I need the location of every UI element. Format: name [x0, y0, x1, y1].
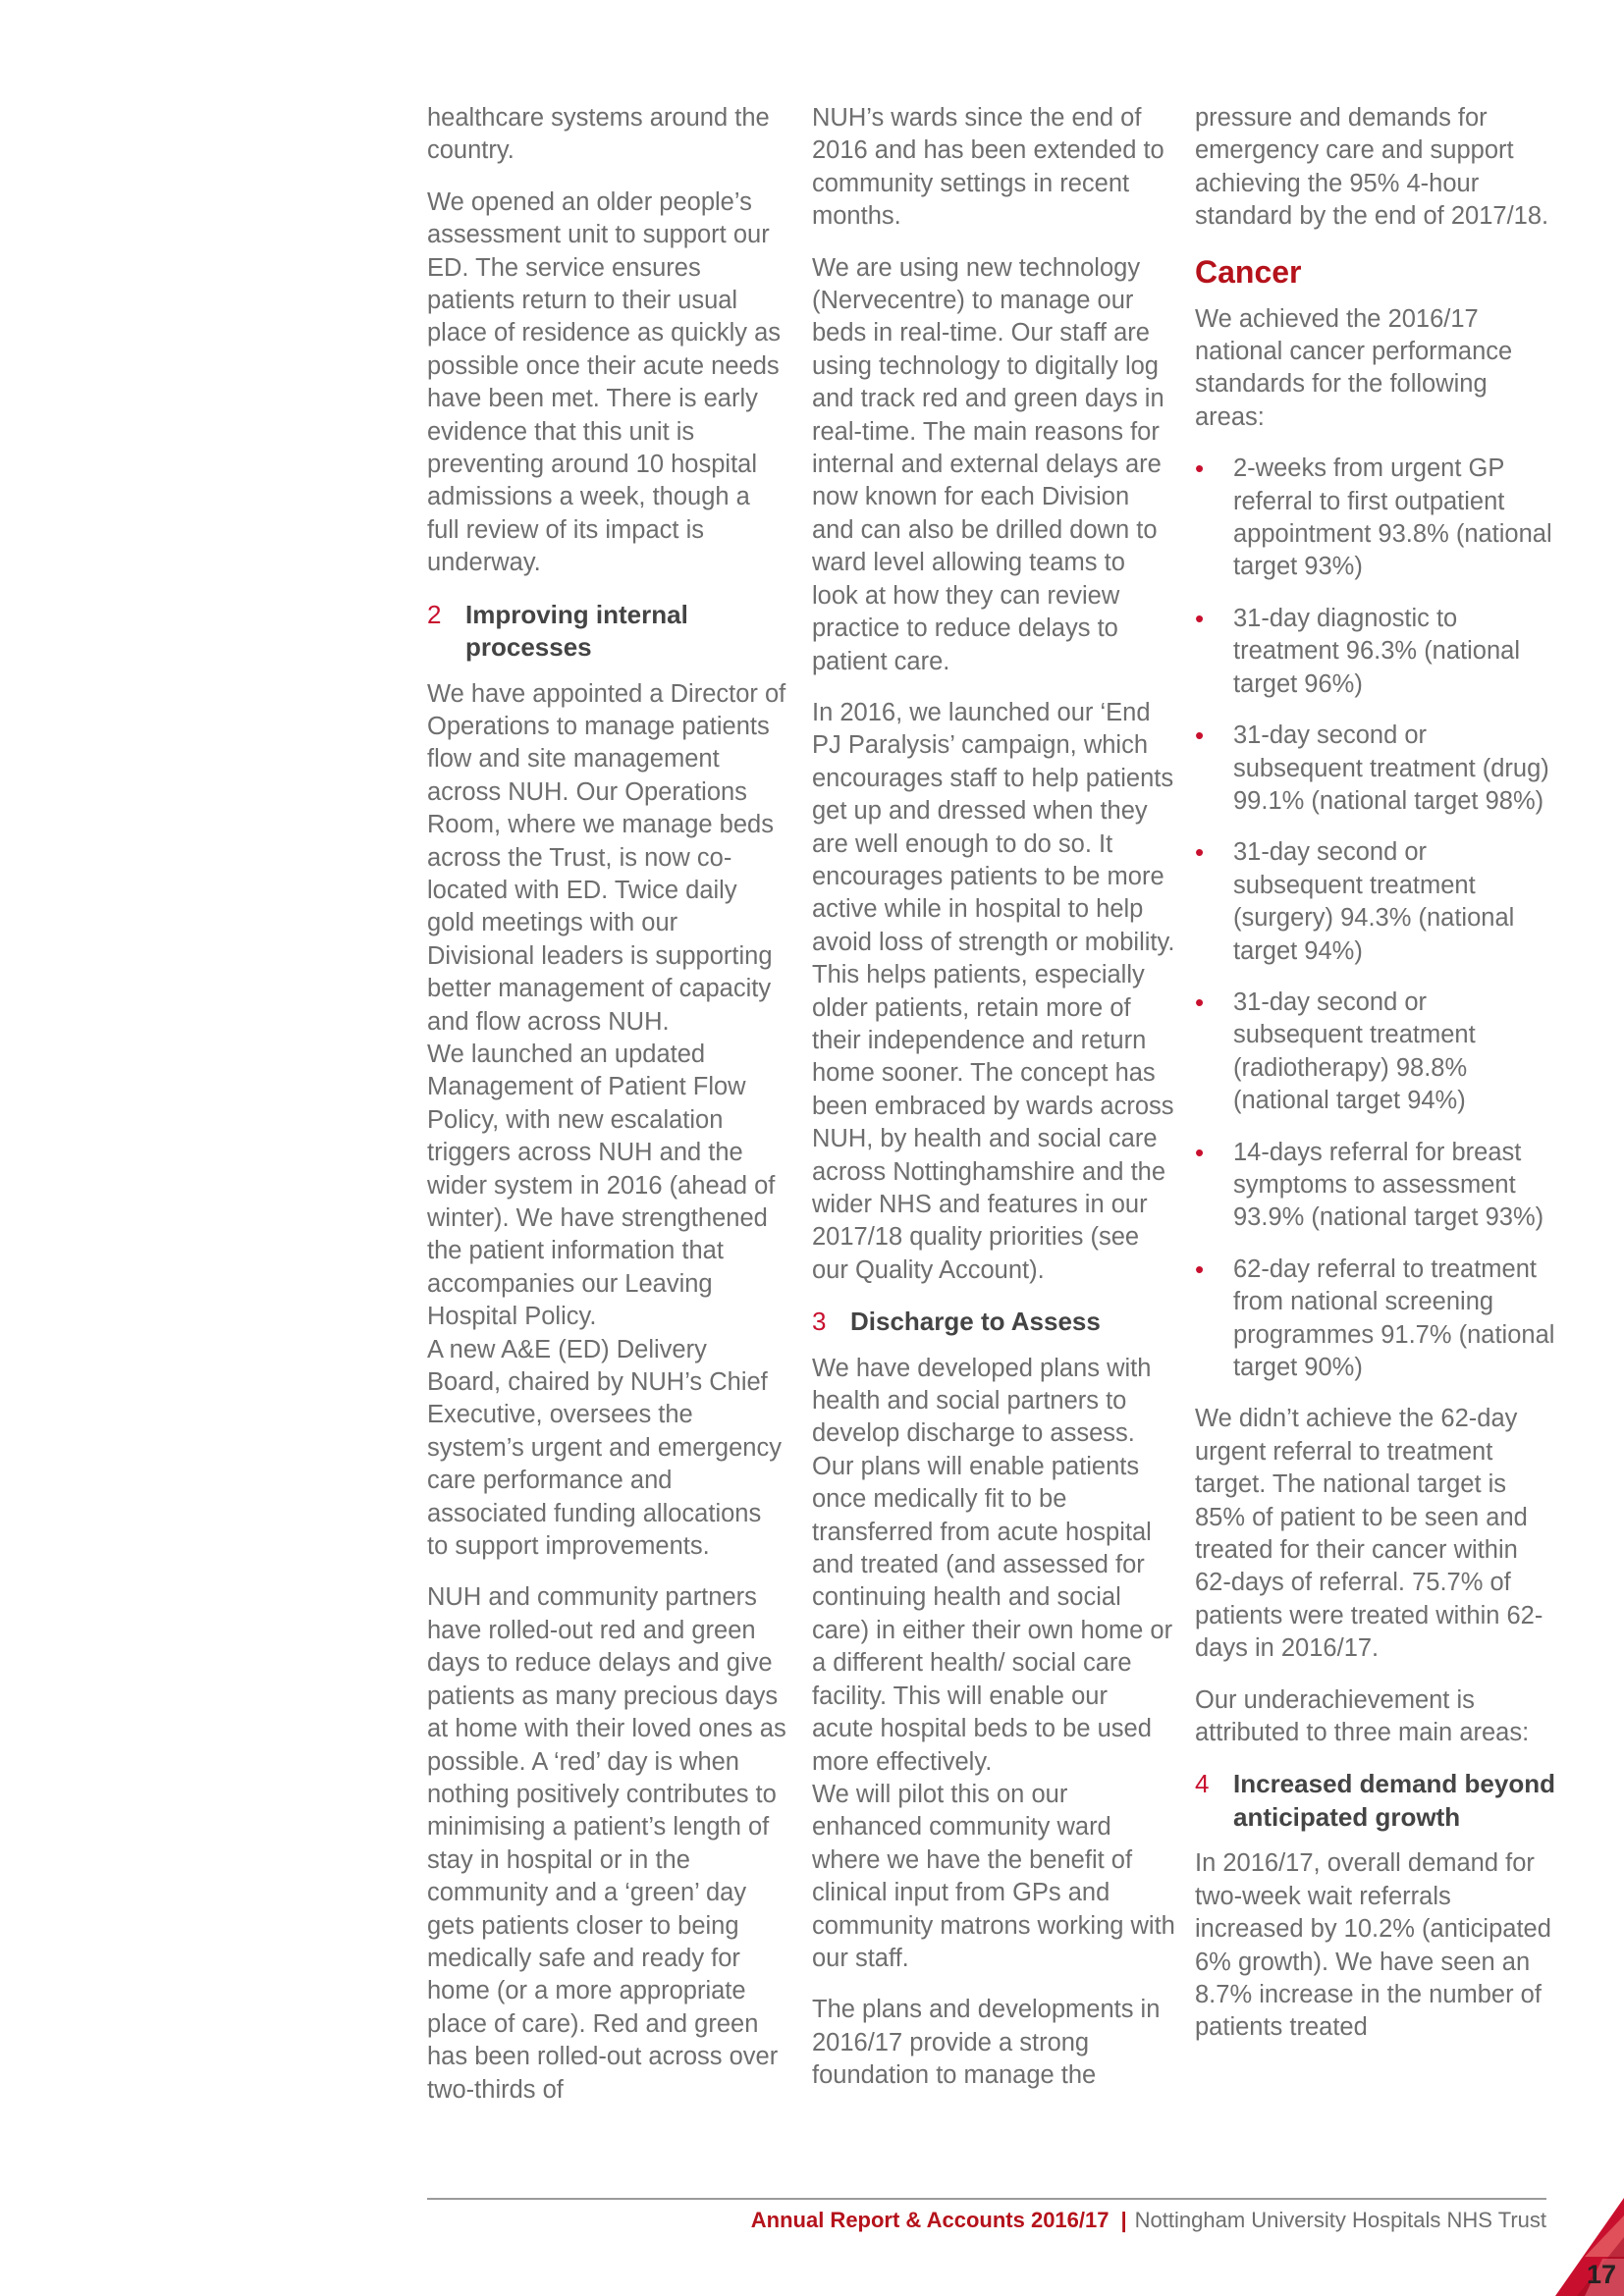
list-item: [1195, 720, 1558, 818]
paragraph: The plans and developments in 2016/17 provide a strong foundation to manage the: [812, 1996, 1161, 2090]
paragraph: A new A&E (ED) Delivery Board, chaired by NUH’s Chief Executive, oversees the system’s urgent and emergency care performance and associated funding allocations to support improvements.: [427, 1335, 782, 1561]
footer-separator: |: [1120, 2208, 1127, 2232]
list-item: [1195, 603, 1558, 701]
list-item: [1195, 836, 1558, 968]
paragraph: Our underachievement is attributed to three main areas:: [1195, 1685, 1530, 1747]
footer-rule: [427, 2198, 1546, 2200]
heading-number: 3: [812, 1307, 827, 1337]
list-item-text: 2-weeks from urgent GP referral to first outpatient appointment 93.8% (national target 93%): [1233, 454, 1552, 581]
bullet-icon: •: [1195, 603, 1205, 633]
column-2: [812, 102, 1175, 2111]
paragraph: pressure and demands for emergency care and support achieving the 95% 4-hour standard by the end of 2017/18.: [1195, 104, 1549, 231]
heading-text: Discharge to Assess: [850, 1307, 1101, 1337]
paragraph: NUH’s wards since the end of 2016 and has been extended to community settings in recent months.: [812, 104, 1164, 231]
column-1: [427, 102, 786, 2125]
list-item-text: 31-day second or subsequent treatment (drug) 99.1% (national target 98%): [1233, 721, 1549, 815]
bullet-icon: •: [1195, 454, 1205, 484]
page-number: 17: [1586, 2260, 1616, 2289]
paragraph: In 2016/17, overall demand for two-week wait referrals increased by 10.2% (anticipated 6% growth). We have seen an 8.7% increase in the number of patients treated: [1195, 1849, 1551, 2042]
paragraph: We didn’t achieve the 62-day urgent referral to treatment target. The national target is 85% of patient to be seen and treated for their cancer within 62-days of referral. 75.7% of patients were treated within 62-days in 2016/17.: [1195, 1405, 1543, 1663]
bullet-icon: •: [1195, 1254, 1205, 1284]
cancer-standards-list: [1195, 453, 1558, 1384]
list-item: [1195, 987, 1558, 1118]
paragraph: NUH and community partners have rolled-out red and green days to reduce delays and give patients as many precious days at home with their loved ones as possible. A ‘red’ day is when nothing positively contributes to minimising a patient’s length of stay in hospital or in the community and a ‘green’ day gets patients closer to being medically safe and ready for home (or a more appropriate place of care). Red and green has been rolled-out across over two-thirds of: [427, 1583, 786, 2104]
paragraph: healthcare systems around the country.: [427, 104, 770, 165]
list-item-text: 31-day diagnostic to treatment 96.3% (national target 96%): [1233, 604, 1521, 698]
bullet-icon: •: [1195, 1137, 1205, 1167]
paragraph: We achieved the 2016/17 national cancer performance standards for the following areas:: [1195, 304, 1513, 431]
heading-text: Increased demand beyond anticipated growth: [1233, 1769, 1555, 1832]
numbered-heading: [812, 1306, 1175, 1338]
section-heading-cancer: Cancer: [1195, 253, 1302, 290]
heading-text: Improving internal processes: [465, 599, 688, 663]
paragraph: We are using new technology (Nervecentre) to manage our beds in real-time. Our staff are using technology to digitally log and track red and green days in real-time. The main reasons for internal and external delays are now known for each Division and can also be drilled down to ward level allowing teams to look at how they can review practice to reduce delays to patient care.: [812, 253, 1164, 675]
heading-number: 2: [427, 599, 442, 629]
paragraph: We will pilot this on our enhanced community ward where we have the benefit of clinical input from GPs and community matrons working with our staff.: [812, 1780, 1175, 1972]
paragraph: We launched an updated Management of Patient Flow Policy, with new escalation triggers across NUH and the wider system in 2016 (ahead of winter). We have strengthened the patient information that accompanies our Leaving Hospital Policy.: [427, 1040, 776, 1331]
list-item-text: 62-day referral to treatment from national screening programmes 91.7% (national target 90%): [1233, 1255, 1555, 1381]
bullet-icon: •: [1195, 837, 1205, 868]
bullet-icon: •: [1195, 987, 1205, 1017]
footer: [751, 2206, 1546, 2235]
report-title: Annual Report & Accounts 2016/17: [750, 2208, 1110, 2232]
list-item-text: 31-day second or subsequent treatment (radiotherapy) 98.8% (national target 94%): [1233, 988, 1476, 1115]
column-3: [1195, 102, 1558, 2063]
paragraph: We have developed plans with health and social partners to develop discharge to assess. Our plans will enable patients once medically fit to be transferred from acute hospital and treated (and assessed for continuing health and social care) in either their own home or a different health/ social care facility. This will enable our acute hospital beds to be used more effectively.: [812, 1354, 1173, 1776]
organisation-name: Nottingham University Hospitals NHS Trust: [1134, 2208, 1546, 2232]
list-item: [1195, 453, 1558, 584]
list-item-text: 31-day second or subsequent treatment (surgery) 94.3% (national target 94%): [1233, 838, 1515, 965]
numbered-heading: [427, 599, 786, 665]
bullet-icon: •: [1195, 721, 1205, 751]
list-item: [1195, 1254, 1558, 1385]
paragraph: In 2016, we launched our ‘End PJ Paralysis’ campaign, which encourages staff to help patients get up and dressed when they are well enough to do so. It encourages patients to be more active while in hospital to help avoid loss of strength or mobility. This helps patients, especially older patients, retain more of their independence and return home sooner. The concept has been embraced by wards across NUH, by health and social care across Nottinghamshire and the wider NHS and features in our 2017/18 quality priorities (see our Quality Account).: [812, 698, 1175, 1284]
list-item-text: 14-days referral for breast symptoms to assessment 93.9% (national target 93%): [1233, 1138, 1544, 1232]
paragraph: We have appointed a Director of Operations to manage patients flow and site management across NUH. Our Operations Room, where we manage beds across the Trust, is now co-located with ED. Twice daily gold meetings with our Divisional leaders is supporting better management of capacity and flow across NUH.: [427, 679, 786, 1036]
paragraph: We opened an older people’s assessment unit to support our ED. The service ensures patients return to their usual place of residence as quickly as possible once their acute needs have been met. There is early evidence that this unit is preventing around 10 hospital admissions a week, though a full review of its impact is underway.: [427, 187, 782, 577]
list-item: [1195, 1137, 1558, 1235]
numbered-heading: [1195, 1768, 1558, 1834]
heading-number: 4: [1195, 1769, 1210, 1799]
